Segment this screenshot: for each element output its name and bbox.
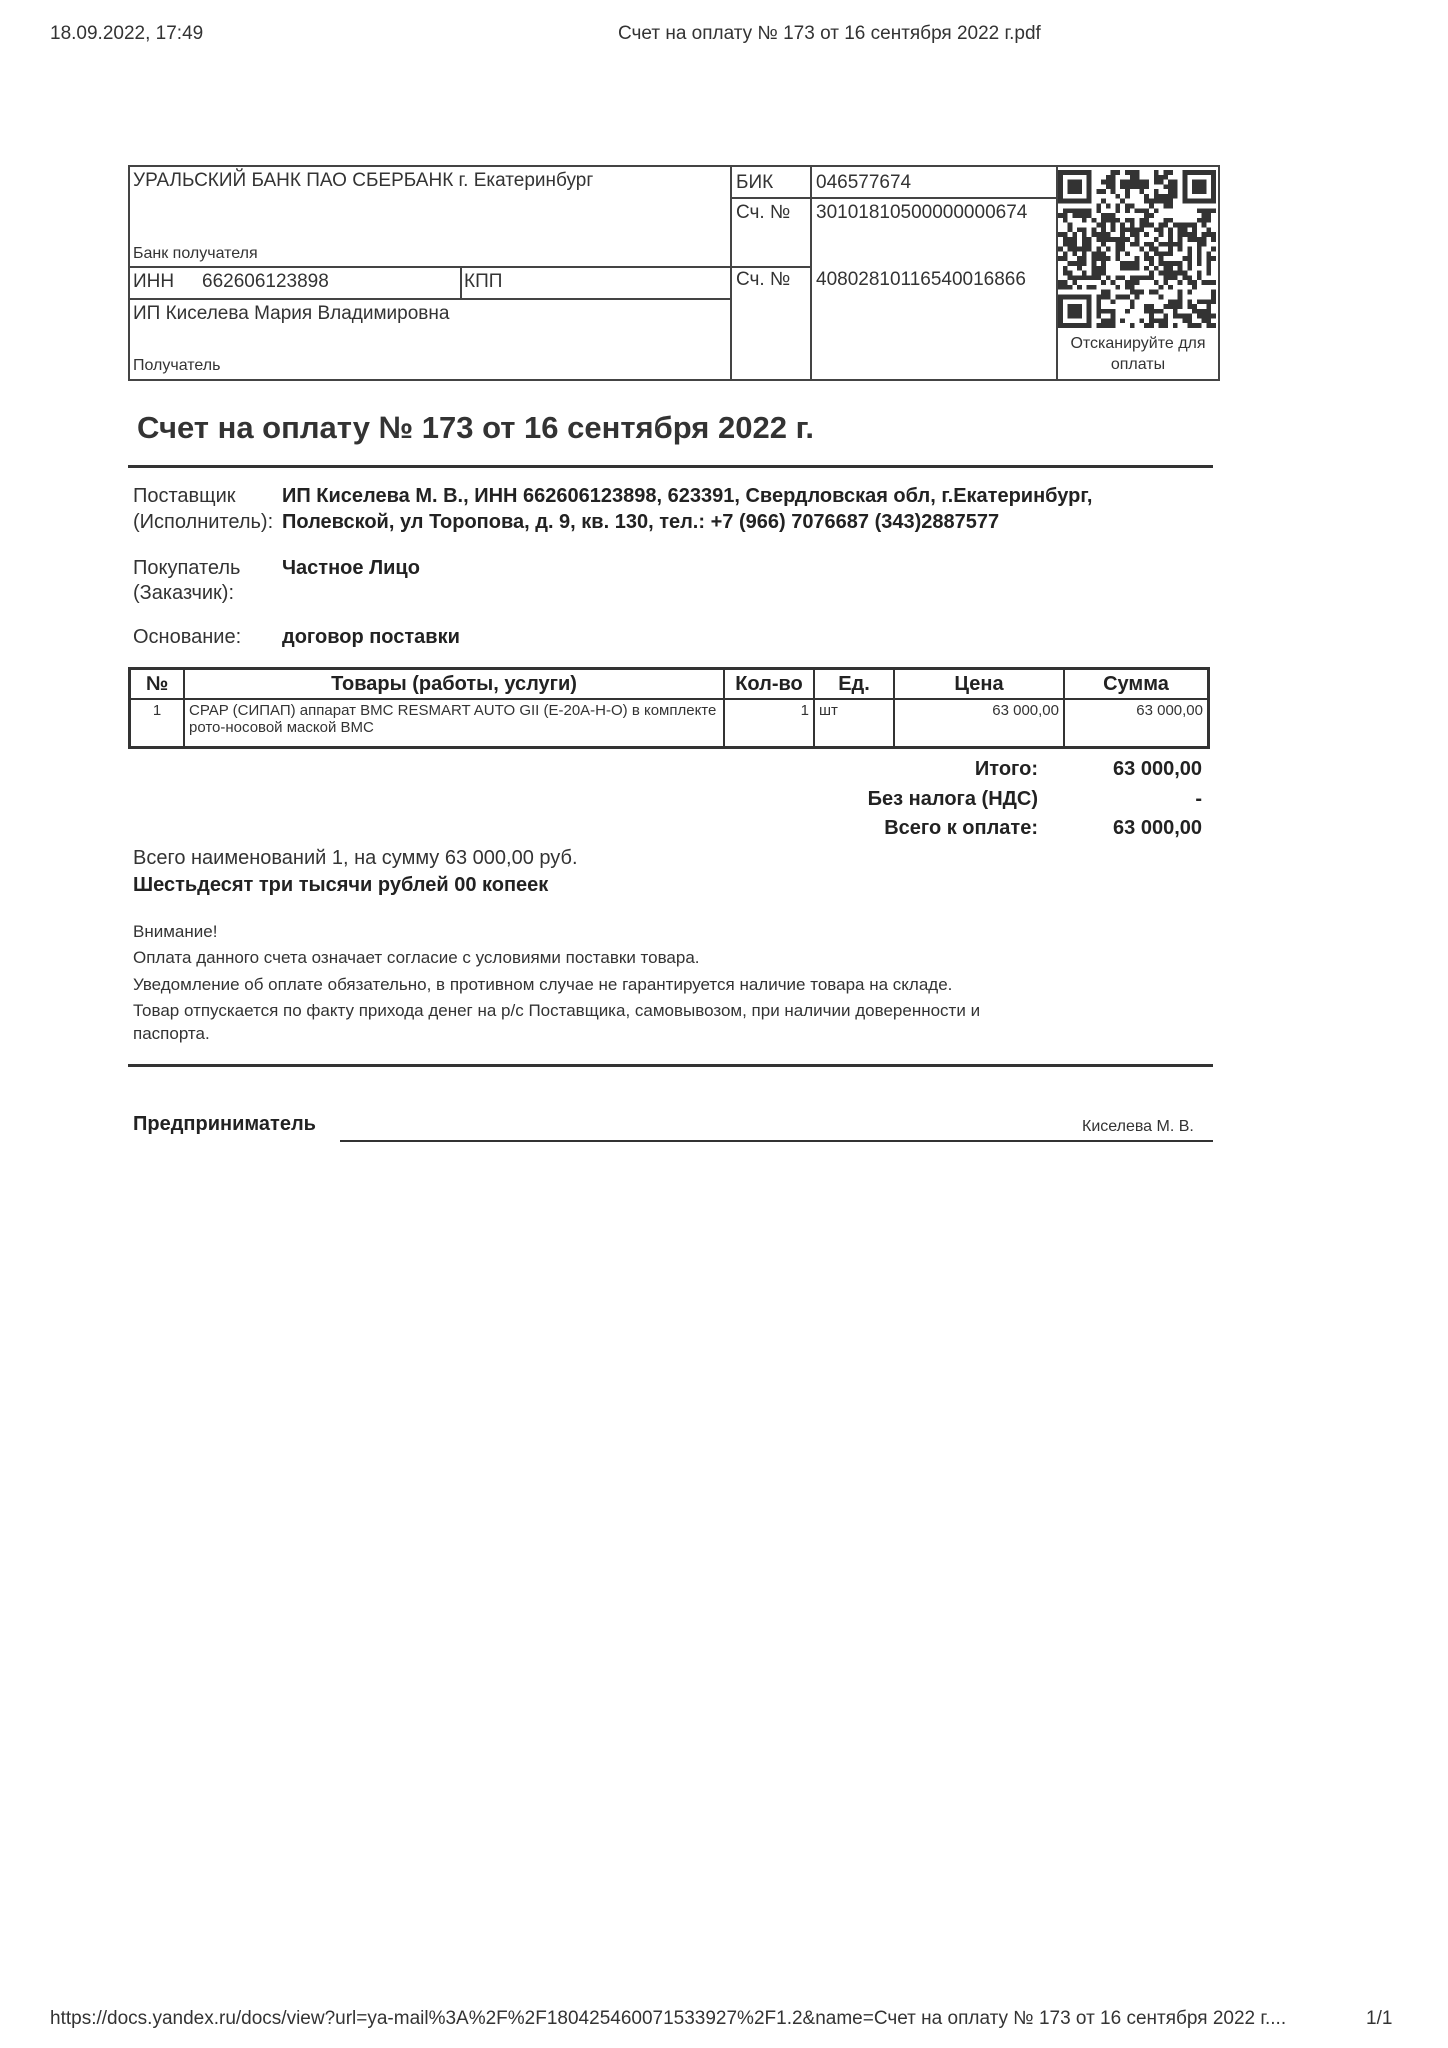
- row-num: 1: [130, 699, 185, 748]
- basis-label: Основание:: [133, 626, 242, 648]
- corr-account-value: 30101810500000000674: [816, 202, 1028, 223]
- bank-label: Банк получателя: [133, 245, 258, 262]
- buyer-label-2: (Заказчик):: [133, 582, 235, 604]
- total-label: Итого:: [974, 758, 1038, 780]
- print-doc-title: Счет на оплату № 173 от 16 сентября 2022 г.pdf: [618, 23, 1041, 44]
- signature-line: [340, 1140, 1213, 1142]
- col-price: Цена: [894, 669, 1064, 700]
- col-goods: Товары (работы, услуги): [184, 669, 724, 700]
- total-value: 63 000,00: [1113, 758, 1202, 780]
- bank-name: УРАЛЬСКИЙ БАНК ПАО СБЕРБАНК г. Екатеринбург: [133, 170, 594, 191]
- qr-caption-line2: оплаты: [1110, 356, 1166, 373]
- recipient-label: Получатель: [133, 357, 221, 374]
- qr-caption-line1: Отсканируйте для: [1070, 335, 1206, 352]
- inn-label: ИНН: [133, 271, 175, 292]
- basis-value: договор поставки: [282, 626, 460, 648]
- print-url[interactable]: https://docs.yandex.ru/docs/view?url=ya-mail%3A%2F%2F180425460071533927%2F1.2&name=Счет на оплату № 173 от 16 сентября 2022 г....: [50, 2008, 1287, 2029]
- vat-label: Без налога (НДС): [867, 788, 1038, 810]
- col-unit: Ед.: [814, 669, 894, 700]
- bik-value: 046577674: [816, 172, 912, 193]
- signature-role: Предприниматель: [133, 1113, 316, 1135]
- notice-line-1: Оплата данного счета означает согласие с условиями поставки товара.: [133, 948, 700, 967]
- inn-value: 662606123898: [202, 271, 329, 292]
- bank-details-box: [128, 165, 1220, 381]
- supplier-label-2: (Исполнитель):: [133, 511, 274, 533]
- table-header-row: [130, 669, 1209, 700]
- row-goods: CPAP (СИПАП) аппарат BMC RESMART AUTO GII (E-20A-H-O) в комплекте рото-носовой маской BMC: [184, 699, 724, 748]
- bik-label: БИК: [736, 172, 774, 193]
- row-unit: шт: [814, 699, 894, 748]
- items-table: [128, 667, 1210, 749]
- row-qty: 1: [724, 699, 814, 748]
- buyer-value: Частное Лицо: [282, 557, 420, 579]
- notice-line-2: Уведомление об оплате обязательно, в противном случае не гарантируется наличие товара на складе.: [133, 975, 953, 994]
- supplier-label-1: Поставщик: [133, 485, 236, 507]
- corr-account-label: Сч. №: [736, 202, 791, 223]
- row-sum: 63 000,00: [1064, 699, 1209, 748]
- signature-name: Киселева М. В.: [1082, 1118, 1194, 1135]
- print-timestamp: 18.09.2022, 17:49: [50, 23, 204, 44]
- col-qty: Кол-во: [724, 669, 814, 700]
- amount-in-words: Шестьдесят три тысячи рублей 00 копеек: [133, 874, 549, 896]
- notice-line-4: паспорта.: [133, 1024, 210, 1043]
- payment-qr-code[interactable]: [1058, 170, 1216, 328]
- kpp-label: КПП: [464, 271, 503, 292]
- buyer-label-1: Покупатель: [133, 557, 241, 579]
- notice-heading: Внимание!: [133, 922, 218, 941]
- recipient-name: ИП Киселева Мария Владимировна: [133, 303, 450, 324]
- items-summary: Всего наименований 1, на сумму 63 000,00 руб.: [133, 847, 578, 869]
- notice-line-3: Товар отпускается по факту прихода денег на р/с Поставщика, самовывозом, при наличии доверенности и: [133, 1001, 981, 1020]
- pay-label: Всего к оплате:: [884, 817, 1038, 839]
- vat-value: -: [1195, 788, 1202, 810]
- title-divider: [128, 465, 1213, 468]
- supplier-value-1: ИП Киселева М. В., ИНН 662606123898, 623391, Свердловская обл, г.Екатеринбург,: [282, 485, 1093, 507]
- supplier-value-2: Полевской, ул Торопова, д. 9, кв. 130, тел.: +7 (966) 7076687 (343)2887577: [282, 511, 1000, 533]
- account-value: 40802810116540016866: [816, 269, 1026, 290]
- table-row: [130, 699, 1209, 748]
- account-label: Сч. №: [736, 269, 791, 290]
- invoice-title: Счет на оплату № 173 от 16 сентября 2022 г.: [137, 410, 814, 445]
- print-page-count: 1/1: [1366, 2008, 1393, 2029]
- pay-value: 63 000,00: [1113, 817, 1202, 839]
- notice-divider: [128, 1064, 1213, 1067]
- row-price: 63 000,00: [894, 699, 1064, 748]
- col-sum: Сумма: [1064, 669, 1209, 700]
- col-num: №: [130, 669, 185, 700]
